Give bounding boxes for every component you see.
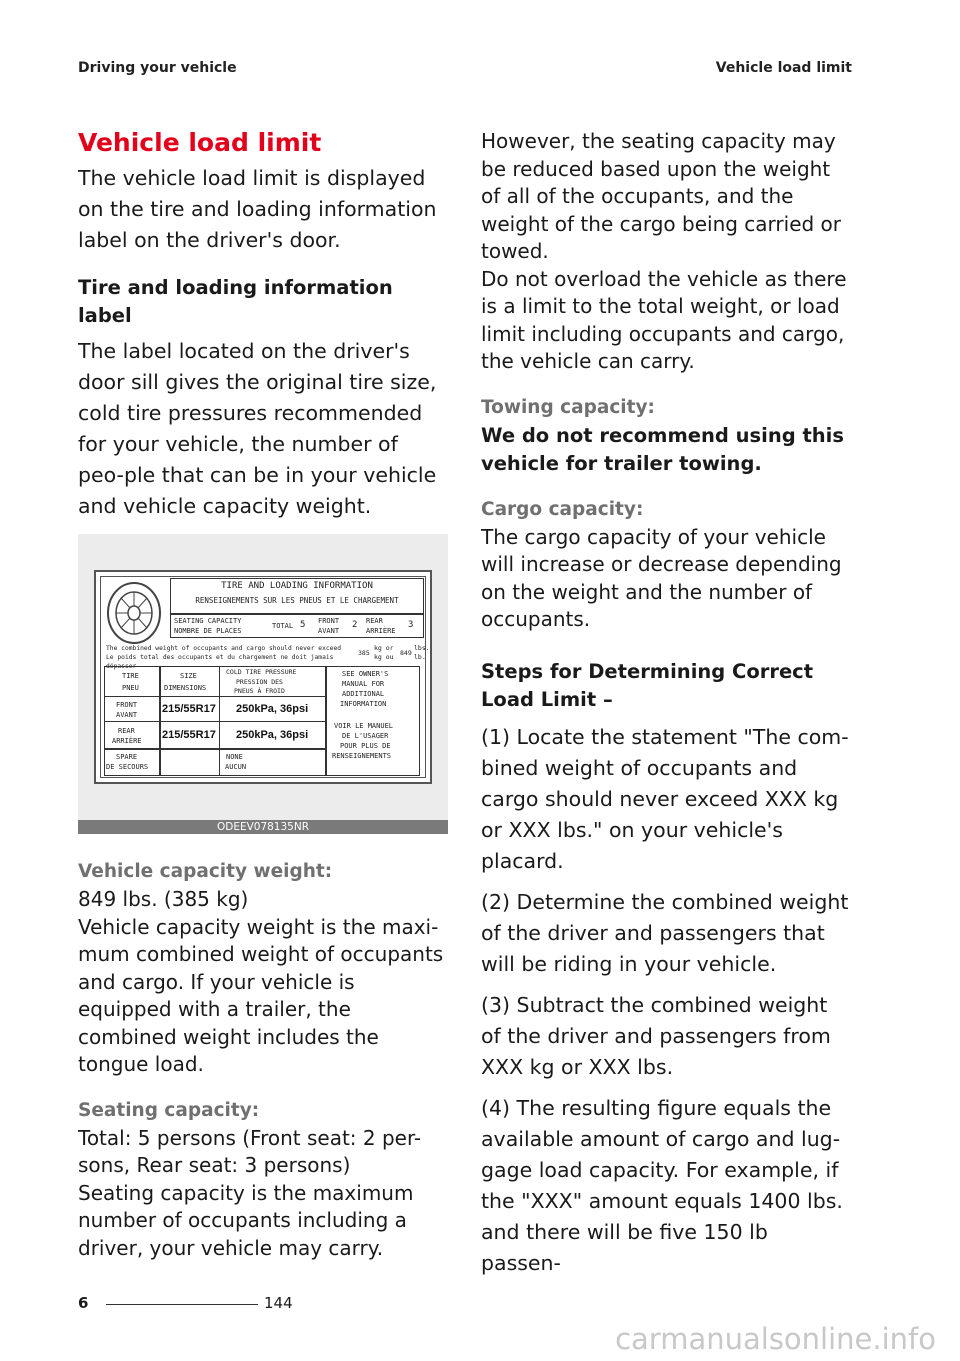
step-3: (3) Subtract the combined weight of the driver and passengers from XXX kg or XXX lbs. xyxy=(481,992,831,1079)
front-row-label-fr: AVANT xyxy=(116,711,138,719)
step-2: (2) Determine the combined weight of the driver and passengers that will be riding in your vehicle. xyxy=(481,889,849,976)
voir-manuel-4: RENSEIGNEMENTS xyxy=(332,752,392,760)
left-column xyxy=(78,128,450,1262)
pression-header: PRESSION DES xyxy=(236,678,283,686)
figure-caption: ODEEV078135NR xyxy=(78,820,448,834)
pneu-col-header: PNEU xyxy=(122,684,139,692)
front-row-label: FRONT xyxy=(116,701,138,709)
watermark: carmanualsonline.info xyxy=(615,1322,936,1356)
total-value: 5 xyxy=(300,620,306,630)
header-topic-title: Vehicle load limit xyxy=(715,60,852,76)
vehicle-capacity-heading: Vehicle capacity weight: xyxy=(78,861,333,882)
voir-manuel-3: POUR PLUS DE xyxy=(340,742,391,750)
step-4: (4) The resulting figure equals the available amount of cargo and lug-gage load capacity. For example, if the "XXX" amount equals 1400 lbs. and there will be five 150 lb passen- xyxy=(481,1095,843,1275)
front-value: 2 xyxy=(352,620,358,630)
intro-paragraph: The vehicle load limit is displayed on the tire and loading information label on the driver's door. xyxy=(78,166,437,252)
right-column xyxy=(481,128,853,1279)
step-1: (1) Locate the statement "The com-bined weight of occupants and cargo should never exceed XXX kg or XXX lbs." on your vehicle's placard. xyxy=(481,724,849,873)
vehicle-capacity-value: 849 lbs. (385 kg) xyxy=(78,887,249,911)
pneus-froid-header: PNEUS À FROID xyxy=(234,687,285,695)
spare-row-label: SPARE xyxy=(116,753,138,761)
combined-weight-fr: Le poids total des occupants et du chargement ne doit jamais dépasser xyxy=(106,654,334,670)
front-tire-pressure: 250kPa, 36psi xyxy=(236,703,309,715)
see-owners-4: INFORMATION xyxy=(340,700,387,708)
see-owners-2: MANUAL FOR xyxy=(342,680,385,688)
see-owners-1: SEE OWNER'S xyxy=(342,670,389,678)
placard-title-fr: RENSEIGNEMENTS SUR LES PNEUS ET LE CHARGEMENT xyxy=(195,596,399,605)
label-heading: Tire and loading information label xyxy=(78,276,393,327)
front-label: FRONT xyxy=(318,617,340,625)
tire-label-figure xyxy=(78,534,448,834)
cargo-capacity-heading: Cargo capacity: xyxy=(481,498,644,520)
kg-value: 385 xyxy=(358,649,370,657)
spare-none: NONE xyxy=(226,753,243,761)
tire-placard xyxy=(94,570,432,784)
rear-label: REAR xyxy=(366,617,383,625)
voir-manuel-1: VOIR LE MANUEL xyxy=(334,722,394,730)
seating-capacity-value: Total: 5 persons (Front seat: 2 per-sons, Rear seat: 3 persons) xyxy=(78,1125,422,1177)
rear-row-label-fr: ARRIÈRE xyxy=(112,737,142,745)
seating-reduction-paragraph: However, the seating capacity may be reduced based upon the weight of all of the occupants, and the weight of the cargo being carried or towed. xyxy=(481,129,842,263)
vehicle-capacity-text: Vehicle capacity weight is the maxi-mum combined weight of occupants and cargo. If your vehicle is equipped with a trailer, the combined weight includes the tongue load. xyxy=(78,914,444,1076)
combined-weight-en: The combined weight of occupants and cargo should never exceed xyxy=(106,645,342,652)
seating-capacity-label: SEATING CAPACITY xyxy=(174,617,242,625)
total-label: TOTAL xyxy=(272,622,294,630)
cold-pressure-header: COLD TIRE PRESSURE xyxy=(226,668,297,676)
rear-tire-size: 215/55R17 xyxy=(162,729,216,741)
tire-icon xyxy=(104,580,164,646)
spare-aucun: AUCUN xyxy=(225,763,247,771)
seating-capacity-label-fr: NOMBRE DE PLACES xyxy=(174,627,242,635)
rear-row-label: REAR xyxy=(118,727,135,735)
label-paragraph: The label located on the driver's door sill gives the original tire size, cold tire pressures recommended for your vehicle, the number of peo-ple that can be in your vehicle and vehicle capacity weight. xyxy=(78,339,437,518)
overload-paragraph: Do not overload the vehicle as there is a limit to the total weight, or load limit including occupants and cargo, the vehicle can carry. xyxy=(481,266,847,373)
voir-manuel-2: DE L'USAGER xyxy=(342,732,389,740)
towing-capacity-heading: Towing capacity: xyxy=(481,396,655,418)
seating-capacity-text: Seating capacity is the maximum number of occupants including a driver, your vehicle may carry. xyxy=(78,1180,414,1260)
lbs-unit-fr: lb. xyxy=(414,653,426,661)
lbs-value: 849 xyxy=(400,649,412,657)
header-section-title: Driving your vehicle xyxy=(78,60,237,76)
footer-divider xyxy=(106,1304,258,1305)
chapter-number: 6 xyxy=(78,1294,89,1312)
spare-row-label-fr: DE SECOURS xyxy=(106,763,149,771)
size-col-header: SIZE xyxy=(180,672,197,680)
placard-title-en: TIRE AND LOADING INFORMATION xyxy=(221,581,373,591)
rear-tire-pressure: 250kPa, 36psi xyxy=(236,729,309,741)
dimensions-col-header: DIMENSIONS xyxy=(164,684,207,692)
towing-capacity-text: We do not recommend using this vehicle for trailer towing. xyxy=(481,423,844,475)
seating-capacity-heading: Seating capacity: xyxy=(78,1099,260,1121)
see-owners-3: ADDITIONAL xyxy=(342,690,385,698)
kg-unit-fr: kg ou xyxy=(374,653,394,661)
cargo-capacity-text: The cargo capacity of your vehicle will increase or decrease depending on the weight and the number of occupants. xyxy=(481,524,842,631)
tire-col-header: TIRE xyxy=(122,672,139,680)
lbs-unit: lbs. xyxy=(414,644,430,652)
kg-unit: kg or xyxy=(374,644,394,652)
page-title: Vehicle load limit xyxy=(78,128,322,157)
rear-label-fr: ARRIÈRE xyxy=(366,627,396,635)
steps-heading: Steps for Determining Correct Load Limit – xyxy=(481,659,814,711)
page-number: 144 xyxy=(264,1294,293,1312)
front-tire-size: 215/55R17 xyxy=(162,703,216,715)
front-label-fr: AVANT xyxy=(318,627,340,635)
rear-value: 3 xyxy=(408,620,414,630)
